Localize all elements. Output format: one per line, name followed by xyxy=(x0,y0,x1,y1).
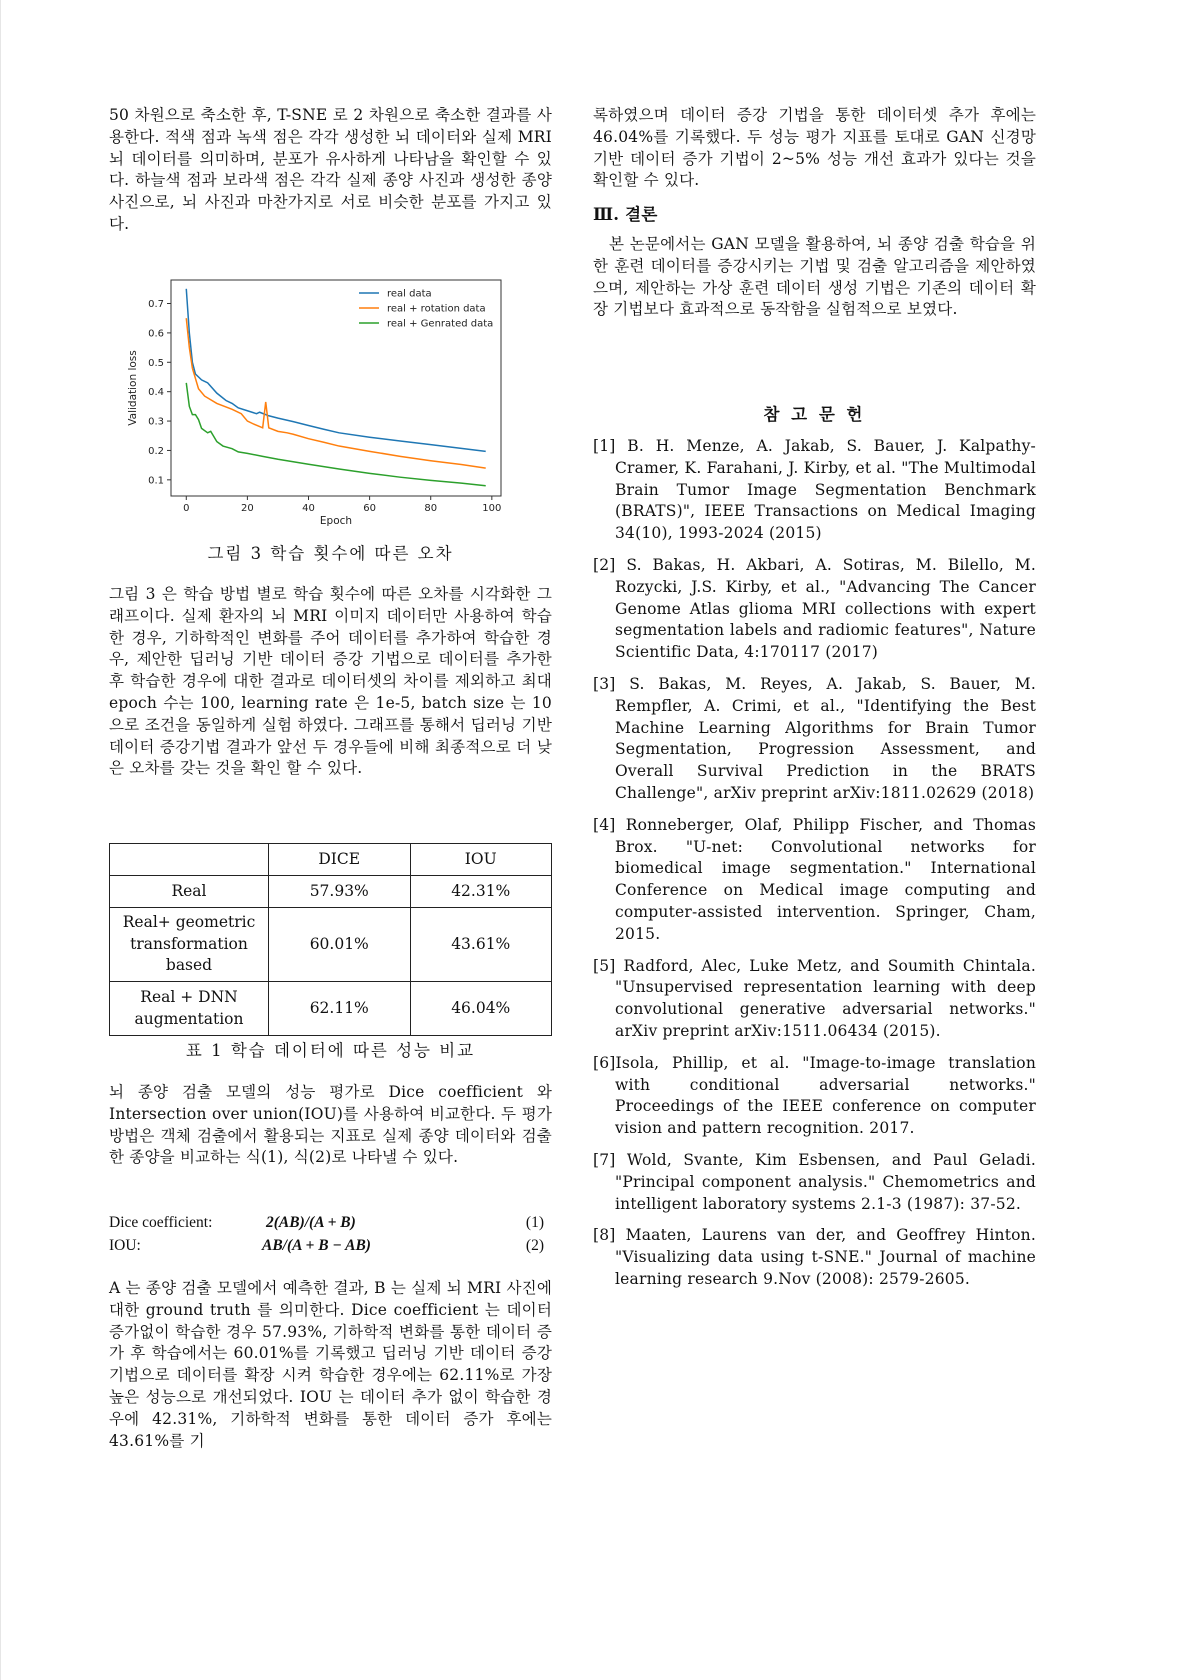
table-cell: 62.11% xyxy=(269,982,411,1036)
left-paragraph-4: A 는 종양 검출 모델에서 예측한 결과, B 는 실제 뇌 MRI 사진에 대한 ground truth 를 의미한다. Dice coefficient 는 데이터 증가없이 학습한 경우 57.93%, 기하학적 변화를 통한 데이터 증가 후 학습에서는 60.01%를 기록했고 딥러닝 기반 데이터 증강 기법으로 데이터를 확장 시켜 학습한 경우에는 62.11%로 가장 높은 성능으로 개선되었다. IOU 는 데이터 추가 없이 학습한 경우에 42.31%, 기하학적 변화를 통한 데이터 증가 후에는 43.61%를 기 xyxy=(109,1279,552,1450)
table-header xyxy=(110,844,269,876)
table-cell: Real+ geometric transformation based xyxy=(110,908,269,982)
legend-label: real + Genrated data xyxy=(387,318,494,330)
performance-table xyxy=(109,843,552,1036)
table-header: IOU xyxy=(410,844,552,876)
table-cell: Real xyxy=(110,876,269,908)
references-title: 참 고 문 헌 xyxy=(763,405,866,424)
table-cell: 43.61% xyxy=(410,908,552,982)
reference-item: [6]Isola, Phillip, et al. "Image-to-image translation with conditional adversarial networks." Proceedings of the IEEE conference on computer vision and pattern recognition. 2017. xyxy=(593,1053,1036,1138)
reference-item: [1] B. H. Menze, A. Jakab, S. Bauer, J. Kalpathy-Cramer, K. Farahani, J. Kirby, et al. "The Multimodal Brain Tumor Image Segmentation Benchmark (BRATS)", IEEE Transactions on Medical Imaging 34(10), 1993-2024 (2015) xyxy=(593,437,1036,543)
reference-item: [7] Wold, Svante, Kim Esbensen, and Paul Geladi. "Principal component analysis." Chemometrics and intelligent laboratory systems 2.1-3 (1987): 37-52. xyxy=(593,1150,1036,1213)
reference-item: [2] S. Bakas, H. Akbari, A. Sotiras, M. Bilello, M. Rozycki, J.S. Kirby, et al., "Advancing The Cancer Genome Atlas glioma MRI collections with expert segmentation labels and radiomic features", Nature Scientific Data, 4:170117 (2017) xyxy=(593,555,1036,662)
x-tick-label: 100 xyxy=(482,503,502,514)
table-header-row xyxy=(110,844,552,876)
equation-1 xyxy=(109,1212,552,1234)
right-paragraph-1: 록하였으며 데이터 증강 기법을 통한 데이터셋 추가 후에는 46.04%를 기록했다. 두 성능 평가 지표를 토대로 GAN 신경망 기반 데이터 증가 기법이 2~5% 성능 개선 효과가 있다는 것을 확인할 수 있다. xyxy=(593,106,1036,190)
table-row xyxy=(110,982,552,1036)
table-cell: 46.04% xyxy=(410,982,552,1036)
section-title-conclusion: Ⅲ. 결론 xyxy=(593,205,658,224)
reference-item: [3] S. Bakas, M. Reyes, A. Jakab, S. Bauer, M. Rempfler, A. Crimi, et al., "Identifying the Best Machine Learning Algorithms for Brain Tumor Segmentation, Progression Assessment, and Overall Survival Prediction in the BRATS Challenge", arXiv preprint arXiv:1811.02629 (2018) xyxy=(593,674,1036,802)
legend-label: real data xyxy=(387,288,432,300)
equation-label: Dice coefficient: xyxy=(109,1214,213,1231)
table-caption: 표 1 학습 데이터에 따른 성능 비교 xyxy=(185,1041,476,1060)
reference-item: [8] Maaten, Laurens van der, and Geoffrey Hinton. "Visualizing data using t-SNE." Journal of machine learning research 9.Nov (2008): 2579-2605. xyxy=(593,1226,1036,1288)
y-tick-label: 0.4 xyxy=(148,387,164,399)
table-cell: 60.01% xyxy=(269,908,411,982)
left-paragraph-1: 50 차원으로 축소한 후, T-SNE 로 2 차원으로 축소한 결과를 사용한다. 적색 점과 녹색 점은 각각 생성한 뇌 데이터와 실제 MRI 뇌 데이터를 의미하며, 분포가 유사하게 나타남을 확인할 수 있다. 하늘색 점과 보라색 점은 각각 실제 종양 사진과 생성한 종양 사진으로, 뇌 사진과 마찬가지로 서로 비슷한 분포를 가지고 있다. xyxy=(109,106,552,233)
x-axis-label: Epoch xyxy=(319,515,353,527)
equation-label: IOU: xyxy=(109,1237,141,1254)
reference-item: [5] Radford, Alec, Luke Metz, and Soumith Chintala. "Unsupervised representation learning with deep convolutional generative adversarial networks." arXiv preprint arXiv:1511.06434 (2015). xyxy=(593,956,1036,1040)
equation-formula: AB/(A + B − AB) xyxy=(262,1237,371,1254)
table-header: DICE xyxy=(269,844,411,876)
y-tick-label: 0.5 xyxy=(148,357,164,369)
left-paragraph-2: 그림 3 은 학습 방법 별로 학습 횟수에 따른 오차를 시각화한 그래프이다. 실제 환자의 뇌 MRI 이미지 데이터만 사용하여 학습한 경우, 기하학적인 변화를 주어 데이터를 추가하여 학습한 경우, 제안한 딥러닝 기반 데이터 증강 기법으로 데이터를 추가한 후 학습한 경우에 대한 결과로 데이터셋의 차이를 제외하고 최대 epoch 수는 100, learning rate 은 1e-5, batch size 는 10 으로 조건을 동일하게 실험 하였다. 그래프를 통해서 딥러닝 기반 데이터 증강기법 결과가 앞선 두 경우들에 비해 최종적으로 더 낮은 오차를 갖는 것을 확인 할 수 있다. xyxy=(109,585,552,778)
equation-number: (2) xyxy=(525,1237,544,1254)
table-row xyxy=(110,876,552,908)
table-row xyxy=(110,908,552,982)
x-tick-label: 40 xyxy=(302,503,315,514)
equation-formula: 2(AB)/(A + B) xyxy=(266,1214,356,1231)
reference-item: [4] Ronneberger, Olaf, Philipp Fischer, and Thomas Brox. "U-net: Convolutional networks for biomedical image segmentation." International Conference on Medical image computing and computer-assisted intervention. Springer, Cham, 2015. xyxy=(593,815,1036,943)
figure-caption: 그림 3 학습 횟수에 따른 오차 xyxy=(207,544,454,563)
conclusion-paragraph: 본 논문에서는 GAN 모델을 활용하여, 뇌 종양 검출 학습을 위한 훈련 데이터를 증강시키는 기법 및 검출 알고리즘을 제안하였으며, 제안하는 가상 훈련 데이터 생성 기법은 기존의 데이터 확장 기법보다 효과적으로 동작함을 실험적으로 보였다. xyxy=(593,235,1036,319)
table-cell: 42.31% xyxy=(410,876,552,908)
table-cell: 57.93% xyxy=(269,876,411,908)
equation-number: (1) xyxy=(525,1214,544,1231)
y-axis-label: Validation loss xyxy=(127,350,139,426)
references-list xyxy=(593,436,1036,1301)
table-cell: Real + DNN augmentation xyxy=(110,982,269,1036)
y-tick-label: 0.7 xyxy=(148,299,164,311)
legend-label: real + rotation data xyxy=(387,303,486,315)
validation-loss-chart xyxy=(109,270,552,530)
left-paragraph-3: 뇌 종양 검출 모델의 성능 평가로 Dice coefficient 와 Intersection over union(IOU)를 사용하여 비교한다. 두 평가 방법은 객체 검출에서 활용되는 지표로 실제 종양 데이터와 검출한 종양을 비교하는 식(1), 식(2)로 나타낼 수 있다. xyxy=(109,1083,552,1167)
x-tick-label: 0 xyxy=(183,503,190,514)
equation-2 xyxy=(109,1235,552,1257)
y-tick-label: 0.1 xyxy=(148,475,164,487)
y-tick-label: 0.3 xyxy=(148,416,164,428)
x-tick-label: 20 xyxy=(241,503,254,514)
x-tick-label: 60 xyxy=(363,503,376,514)
y-tick-label: 0.6 xyxy=(148,328,164,340)
y-tick-label: 0.2 xyxy=(148,445,164,457)
x-tick-label: 80 xyxy=(424,503,438,514)
